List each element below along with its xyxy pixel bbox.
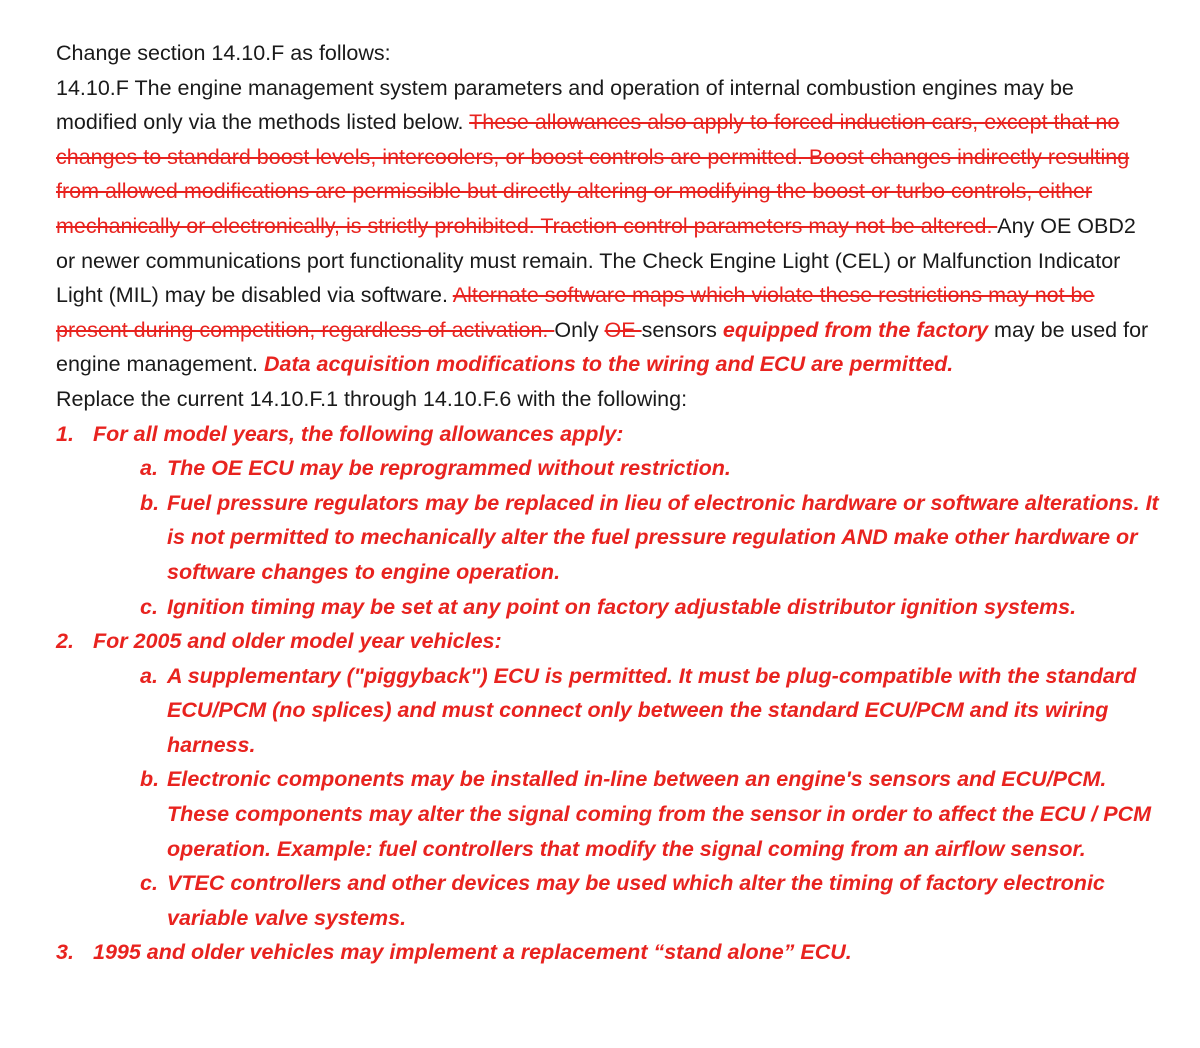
list-item (56, 624, 1160, 935)
sub-list-letter: c. (140, 871, 158, 896)
inserted-text: Data acquisition modifications to the wiring and ECU are permitted. (263, 352, 954, 377)
list-number: 3. (56, 940, 74, 965)
sub-list-letter: b. (140, 490, 160, 515)
list-item (56, 417, 1160, 625)
sub-list-item (56, 762, 1160, 866)
list-item-text: For 2005 and older model year vehicles: (93, 629, 502, 654)
sub-list-item (56, 866, 1160, 935)
intro-line: Change section 14.10.F as follows: (56, 41, 391, 65)
replace-line: Replace the current 14.10.F.1 through 14.10.F.6 with the following: (56, 386, 688, 411)
paragraph-text: 14.10.F The engine management system parameters and operation of internal combustion engines may be modified only via the methods listed below. (56, 75, 1074, 135)
sub-list-item (56, 486, 1160, 590)
sub-list-letter: b. (140, 767, 160, 792)
sub-list-text: The OE ECU may be reprogrammed without restriction. (167, 456, 731, 481)
sub-list-text: VTEC controllers and other devices may be used which alter the timing of factory electronic variable valve systems. (167, 871, 1105, 930)
list-number: 1. (56, 421, 74, 446)
sub-list-text: Ignition timing may be set at any point on factory adjustable distributor ignition systems. (167, 594, 1077, 619)
deleted-text: Alternate software maps which violate these restrictions may not be present during competition, regardless of activation. (56, 283, 1095, 342)
sub-list-item (56, 659, 1160, 763)
list-item (56, 935, 1160, 970)
section-paragraph (56, 71, 1160, 382)
sub-list-text: A supplementary ("piggyback") ECU is permitted. It must be plug-compatible with the standard ECU/PCM (no splices) and must connect only between the standard ECU/PCM and its wiring harness. (167, 663, 1137, 757)
sub-list (56, 451, 1160, 624)
list-number: 2. (56, 629, 74, 654)
sub-list-letter: a. (140, 456, 158, 481)
deleted-text: These allowances also apply to forced induction cars, except that no changes to standard boost levels, intercoolers, or boost controls are permitted. Boost changes indirectly resulting from allowed modifications are permissible but directly altering or modifying the boost or turbo controls, either mechanically or electronically, is strictly prohibited. Traction control parameters may not be altered. (56, 110, 1130, 238)
paragraph-text: Any OE OBD2 or newer communications port functionality must remain. The Check Engine Light (CEL) or Malfunction Indicator Light (MIL) may be disabled via software. (56, 213, 1136, 308)
sub-list-item (56, 590, 1160, 625)
sub-list-letter: a. (140, 663, 158, 688)
paragraph-text: Only (554, 317, 605, 342)
sub-list-letter: c. (140, 594, 158, 619)
paragraph-text: sensors (641, 317, 723, 342)
sub-list-text: Fuel pressure regulators may be replaced in lieu of electronic hardware or software alterations. It is not permitted to mechanically alter the fuel pressure regulation AND make other hardware or software changes to engine operation. (167, 490, 1159, 584)
list-item-text: For all model years, the following allowances apply: (93, 421, 624, 446)
allowance-list (56, 417, 1160, 971)
sub-list-item (56, 451, 1160, 486)
paragraph-text: may be used for engine management. (56, 317, 1149, 377)
sub-list (56, 659, 1160, 936)
sub-list-text: Electronic components may be installed in-line between an engine's sensors and ECU/PCM. These components may alter the signal coming from the sensor in order to affect the ECU / PCM operation. Example: fuel controllers that modify the signal coming from an airflow sensor. (167, 767, 1152, 861)
deleted-text: OE (604, 317, 642, 342)
list-item-text: 1995 and older vehicles may implement a replacement “stand alone” ECU. (93, 940, 852, 965)
inserted-text: equipped from the factory (722, 317, 989, 342)
